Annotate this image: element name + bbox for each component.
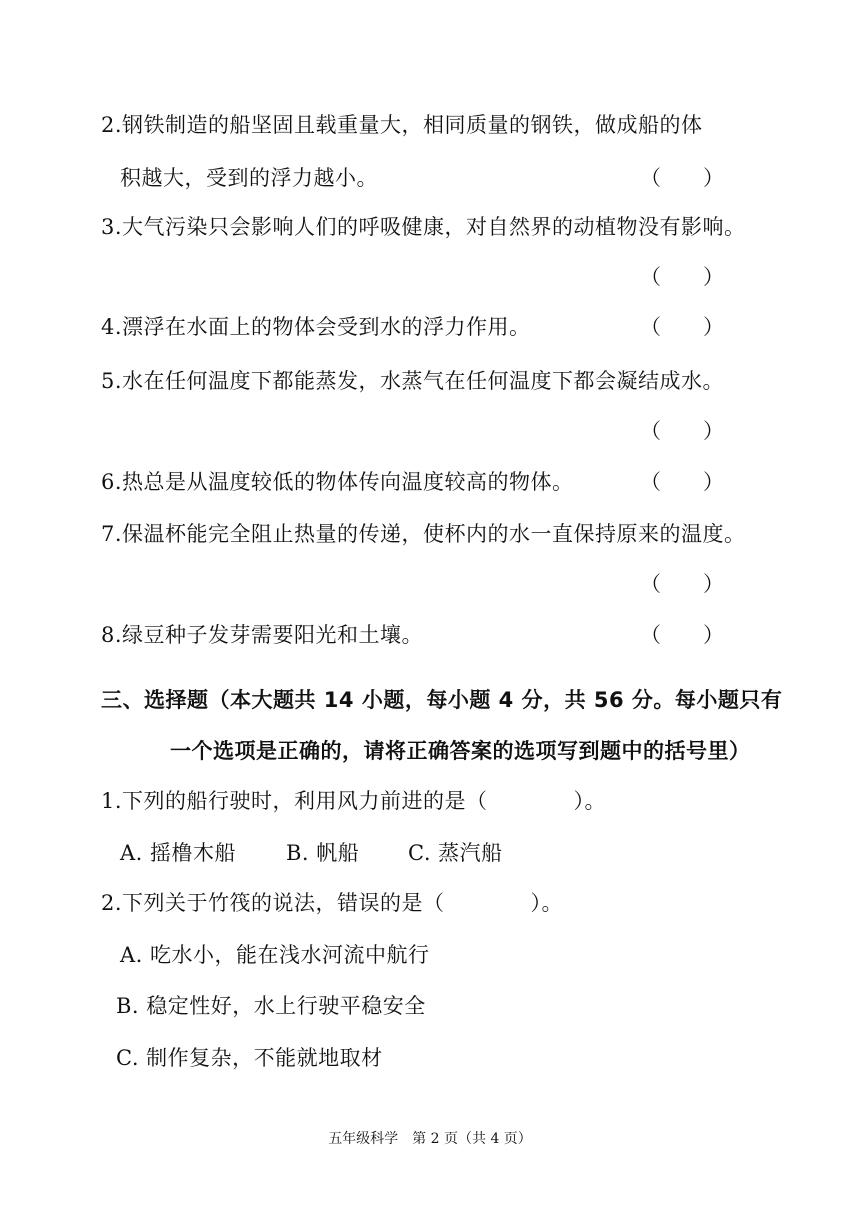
question-2-line-2: 积越大，受到的浮力越小。 bbox=[120, 166, 378, 190]
answer-bracket: （ ） bbox=[640, 315, 724, 339]
question-2-line-1: 2.钢铁制造的船坚固且载重量大，相同质量的钢铁，做成船的体 bbox=[101, 113, 703, 137]
answer-bracket: （ ） bbox=[640, 265, 724, 289]
choice-option: B. 帆船 bbox=[286, 841, 360, 865]
section-heading-continued: 一个选项是正确的，请将正确答案的选项写到题中的括号里） bbox=[170, 739, 751, 763]
choice-option: C. 制作复杂，不能就地取材 bbox=[116, 1046, 383, 1070]
section-heading: 三、选择题（本大题共 14 小题，每小题 4 分，共 56 分。每小题只有 bbox=[101, 688, 783, 712]
question-7-text: 7.保温杯能完全阻止热量的传递，使杯内的水一直保持原来的温度。 bbox=[101, 522, 746, 546]
answer-bracket: （ ） bbox=[640, 470, 724, 494]
answer-bracket: （ ） bbox=[640, 623, 724, 647]
question-5-text: 5.水在任何温度下都能蒸发，水蒸气在任何温度下都会凝结成水。 bbox=[101, 369, 725, 393]
question-8-text: 8.绿豆种子发芽需要阳光和土壤。 bbox=[101, 623, 424, 647]
answer-bracket: （ ） bbox=[640, 572, 724, 596]
question-3-text: 3.大气污染只会影响人们的呼吸健康，对自然界的动植物没有影响。 bbox=[101, 215, 746, 239]
choice-option: A. 吃水小，能在浅水河流中航行 bbox=[120, 943, 430, 967]
choice-option: B. 稳定性好，水上行驶平稳安全 bbox=[116, 994, 426, 1018]
choice-question-1-stem: 1.下列的船行驶时，利用风力前进的是（ ）。 bbox=[101, 789, 607, 813]
page-footer: 五年级科学 第 2 页（共 4 页） bbox=[328, 1131, 532, 1147]
question-4-text: 4.漂浮在水面上的物体会受到水的浮力作用。 bbox=[101, 315, 531, 339]
question-6-text: 6.热总是从温度较低的物体传向温度较高的物体。 bbox=[101, 470, 574, 494]
choice-question-2-stem: 2.下列关于竹筏的说法，错误的是（ ）。 bbox=[101, 891, 564, 915]
choice-option: A. 摇橹木船 bbox=[120, 841, 237, 865]
answer-bracket: （ ） bbox=[640, 419, 724, 443]
choice-option: C. 蒸汽船 bbox=[408, 841, 503, 865]
answer-bracket: （ ） bbox=[640, 166, 724, 190]
